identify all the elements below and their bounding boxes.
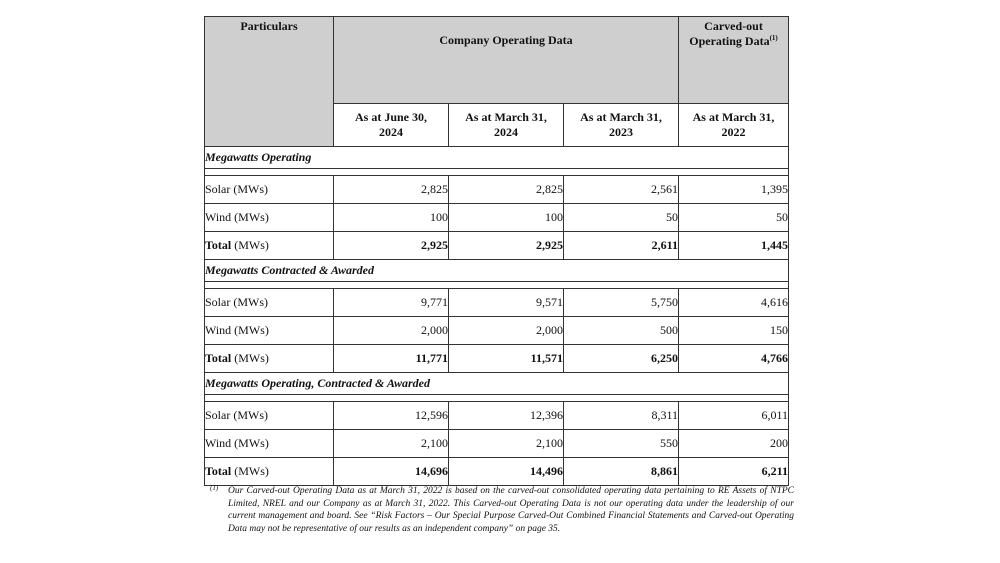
row-label: Solar (MWs) — [205, 289, 334, 317]
footnote-ref: (1) — [769, 34, 778, 42]
table-row — [205, 402, 789, 430]
table-cell: 200 — [679, 430, 789, 458]
table-cell: 8,861 — [564, 458, 679, 486]
row-label: Wind (MWs) — [205, 317, 334, 345]
table-cell: 9,771 — [334, 289, 449, 317]
table-cell: 6,011 — [679, 402, 789, 430]
header-row — [205, 17, 789, 104]
total-row — [205, 232, 789, 260]
table-cell: 2,100 — [334, 430, 449, 458]
table-cell: 12,596 — [334, 402, 449, 430]
table-cell: 50 — [679, 204, 789, 232]
table-cell: 14,496 — [449, 458, 564, 486]
table-cell: 5,750 — [564, 289, 679, 317]
table-cell: 100 — [449, 204, 564, 232]
period-header: As at June 30, 2024 — [334, 104, 449, 147]
table-cell: 2,000 — [449, 317, 564, 345]
table-row — [205, 430, 789, 458]
table-cell: 4,616 — [679, 289, 789, 317]
particulars-header: Particulars — [205, 17, 334, 147]
table-cell: 100 — [334, 204, 449, 232]
table-cell: 11,771 — [334, 345, 449, 373]
table-cell: 1,395 — [679, 176, 789, 204]
table-cell: 11,571 — [449, 345, 564, 373]
table-cell: 50 — [564, 204, 679, 232]
footnote-text: Our Carved-out Operating Data as at March 31, 2022 is based on the carved-out consolidated operating data pertaining to RE Assets of NTPC Limited, NREL and our Company as at March 31, 2022. This Carved-out Operating Data is not our operating data under the leadership of our current management and board. See “Risk Factors – Our Special Purpose Carved-Out Combined Financial Statements and Carved-out Operating Data may not be representative of our results as an independent company” on page 35. — [228, 486, 794, 534]
row-label: Solar (MWs) — [205, 176, 334, 204]
table-cell: 2,925 — [449, 232, 564, 260]
table-row — [205, 317, 789, 345]
table-cell: 6,211 — [679, 458, 789, 486]
row-label: Total (MWs) — [205, 345, 334, 373]
footnote-mark: (1) — [210, 484, 219, 492]
row-label: Total (MWs) — [205, 458, 334, 486]
total-row — [205, 345, 789, 373]
carved-out-line1: Carved-out — [704, 19, 763, 33]
section-header: Megawatts Operating, Contracted & Awarded — [205, 373, 789, 395]
document-page — [193, 8, 808, 556]
period-header: As at March 31, 2024 — [449, 104, 564, 147]
table-cell: 2,100 — [449, 430, 564, 458]
total-row — [205, 458, 789, 486]
period-header: As at March 31, 2022 — [679, 104, 789, 147]
table-cell: 2,825 — [449, 176, 564, 204]
table-cell: 8,311 — [564, 402, 679, 430]
section-header: Megawatts Contracted & Awarded — [205, 260, 789, 282]
table-row — [205, 289, 789, 317]
row-label: Wind (MWs) — [205, 430, 334, 458]
row-label: Total (MWs) — [205, 232, 334, 260]
table-cell: 500 — [564, 317, 679, 345]
table-cell: 1,445 — [679, 232, 789, 260]
table-cell: 14,696 — [334, 458, 449, 486]
table-cell: 2,561 — [564, 176, 679, 204]
table-cell: 12,396 — [449, 402, 564, 430]
carved-out-header — [679, 17, 789, 104]
company-operating-data-header: Company Operating Data — [334, 17, 679, 104]
footnote — [204, 485, 794, 535]
section-header: Megawatts Operating — [205, 147, 789, 169]
table-cell: 2,611 — [564, 232, 679, 260]
table-cell: 150 — [679, 317, 789, 345]
table-cell: 4,766 — [679, 345, 789, 373]
table-cell: 9,571 — [449, 289, 564, 317]
row-label: Solar (MWs) — [205, 402, 334, 430]
table-cell: 2,825 — [334, 176, 449, 204]
table-cell: 550 — [564, 430, 679, 458]
period-header: As at March 31, 2023 — [564, 104, 679, 147]
table-row — [205, 204, 789, 232]
operating-data-table — [204, 16, 789, 486]
table-cell: 6,250 — [564, 345, 679, 373]
table-cell: 2,925 — [334, 232, 449, 260]
table-row — [205, 176, 789, 204]
table-cell: 2,000 — [334, 317, 449, 345]
row-label: Wind (MWs) — [205, 204, 334, 232]
carved-out-line2: Operating Data — [689, 34, 770, 48]
